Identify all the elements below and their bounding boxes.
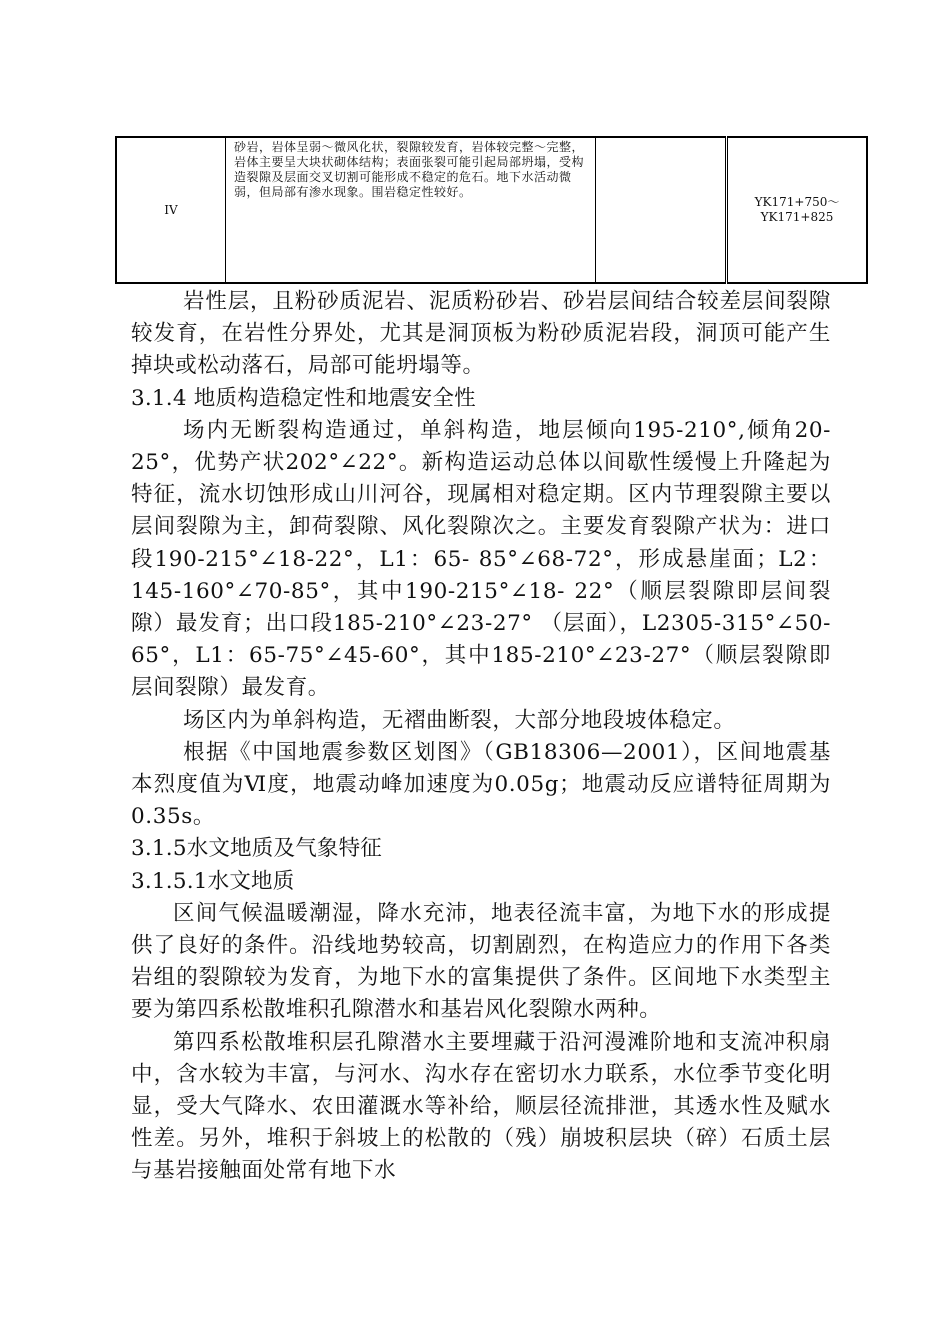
heading-3-1-5-1: 3.1.5.1水文地质 — [131, 868, 295, 894]
paragraph-rock-layers: 岩性层，且粉砂质泥岩、泥质粉砂岩、砂岩层间结合较差层间裂隙较发育，在岩性分界处，尤其是洞顶板为粉砂质泥岩段，洞顶可能产生掉块或松动落石，局部可能坍塌等。 — [131, 289, 831, 379]
paragraph-monocline: 场区内为单斜构造，无褶曲断裂，大部分地段坡体稳定。 — [183, 707, 736, 733]
mileage-end: YK171+825 — [760, 210, 834, 224]
paragraph-structure: 场内无断裂构造通过，单斜构造，地层倾向195-210°,倾角20-25°，优势产状202°∠22°。新构造运动总体以间歇性缓慢上升隆起为特征，流水切蚀形成山川河谷，现属相对稳定期。区内节理裂隙主要以层间裂隙为主，卸荷裂隙、风化裂隙次之。主要发育裂隙产状为：进口段190-215°∠18-22°，L1：65- 85°∠68-72°，形成悬崖面；L2：145-160°∠70-85°，其中190-215°∠18- 22°（顺层裂隙即层间裂隙）最发育；出口段185-210°∠23-27° （层面），L2305-315°∠50-65°，L1：65-75°∠45-60°，其中185-210°∠23-27°（顺层裂隙即层间裂隙）最发育。 — [131, 417, 831, 701]
paragraph-climate: 区间气候温暖潮湿，降水充沛，地表径流丰富，为地下水的形成提供了良好的条件。沿线地势较高，切割剧烈，在构造应力的作用下各类岩组的裂隙较为发育，为地下水的富集提供了条件。区间地下水类型主要为第四系松散堆积孔隙潜水和基岩风化裂隙水两种。 — [131, 900, 831, 1023]
heading-3-1-4: 3.1.4 地质构造稳定性和地震安全性 — [131, 385, 476, 411]
description-cell: 砂岩，岩体呈弱～微风化状，裂隙较发育，岩体较完整～完整，岩体主要呈大块状砌体结构；表面张裂可能引起局部坍塌，受构造裂隙及层面交叉切割可能形成不稳定的危石。地下水活动微弱，但局部有渗水现象。围岩稳定性较好。 — [226, 137, 596, 283]
table-row — [116, 137, 867, 283]
rock-classification-table — [115, 136, 868, 284]
paragraph-pore-water: 第四系松散堆积层孔隙潜水主要埋藏于沿河漫滩阶地和支流冲积扇中，含水较为丰富，与河水、沟水存在密切水力联系，水位季节变化明显，受大气降水、农田灌溉水等补给，顺层径流排泄，其透水性及赋水性差。另外，堆积于斜坡上的松散的（残）崩坡积层块（碎）石质土层与基岩接触面处常有地下水 — [131, 1029, 831, 1184]
empty-cell — [596, 137, 727, 283]
grade-cell: IV — [116, 137, 226, 283]
paragraph-seismic: 根据《中国地震参数区划图》（GB18306—2001），区间地震基本烈度值为Ⅵ度，地震动峰加速度为0.05g；地震动反应谱特征周期为0.35s。 — [131, 739, 831, 830]
heading-3-1-5: 3.1.5水文地质及气象特征 — [131, 836, 383, 862]
body-text — [131, 286, 831, 1188]
mileage-cell — [727, 137, 868, 283]
mileage-start: YK171+750～ — [754, 195, 840, 209]
